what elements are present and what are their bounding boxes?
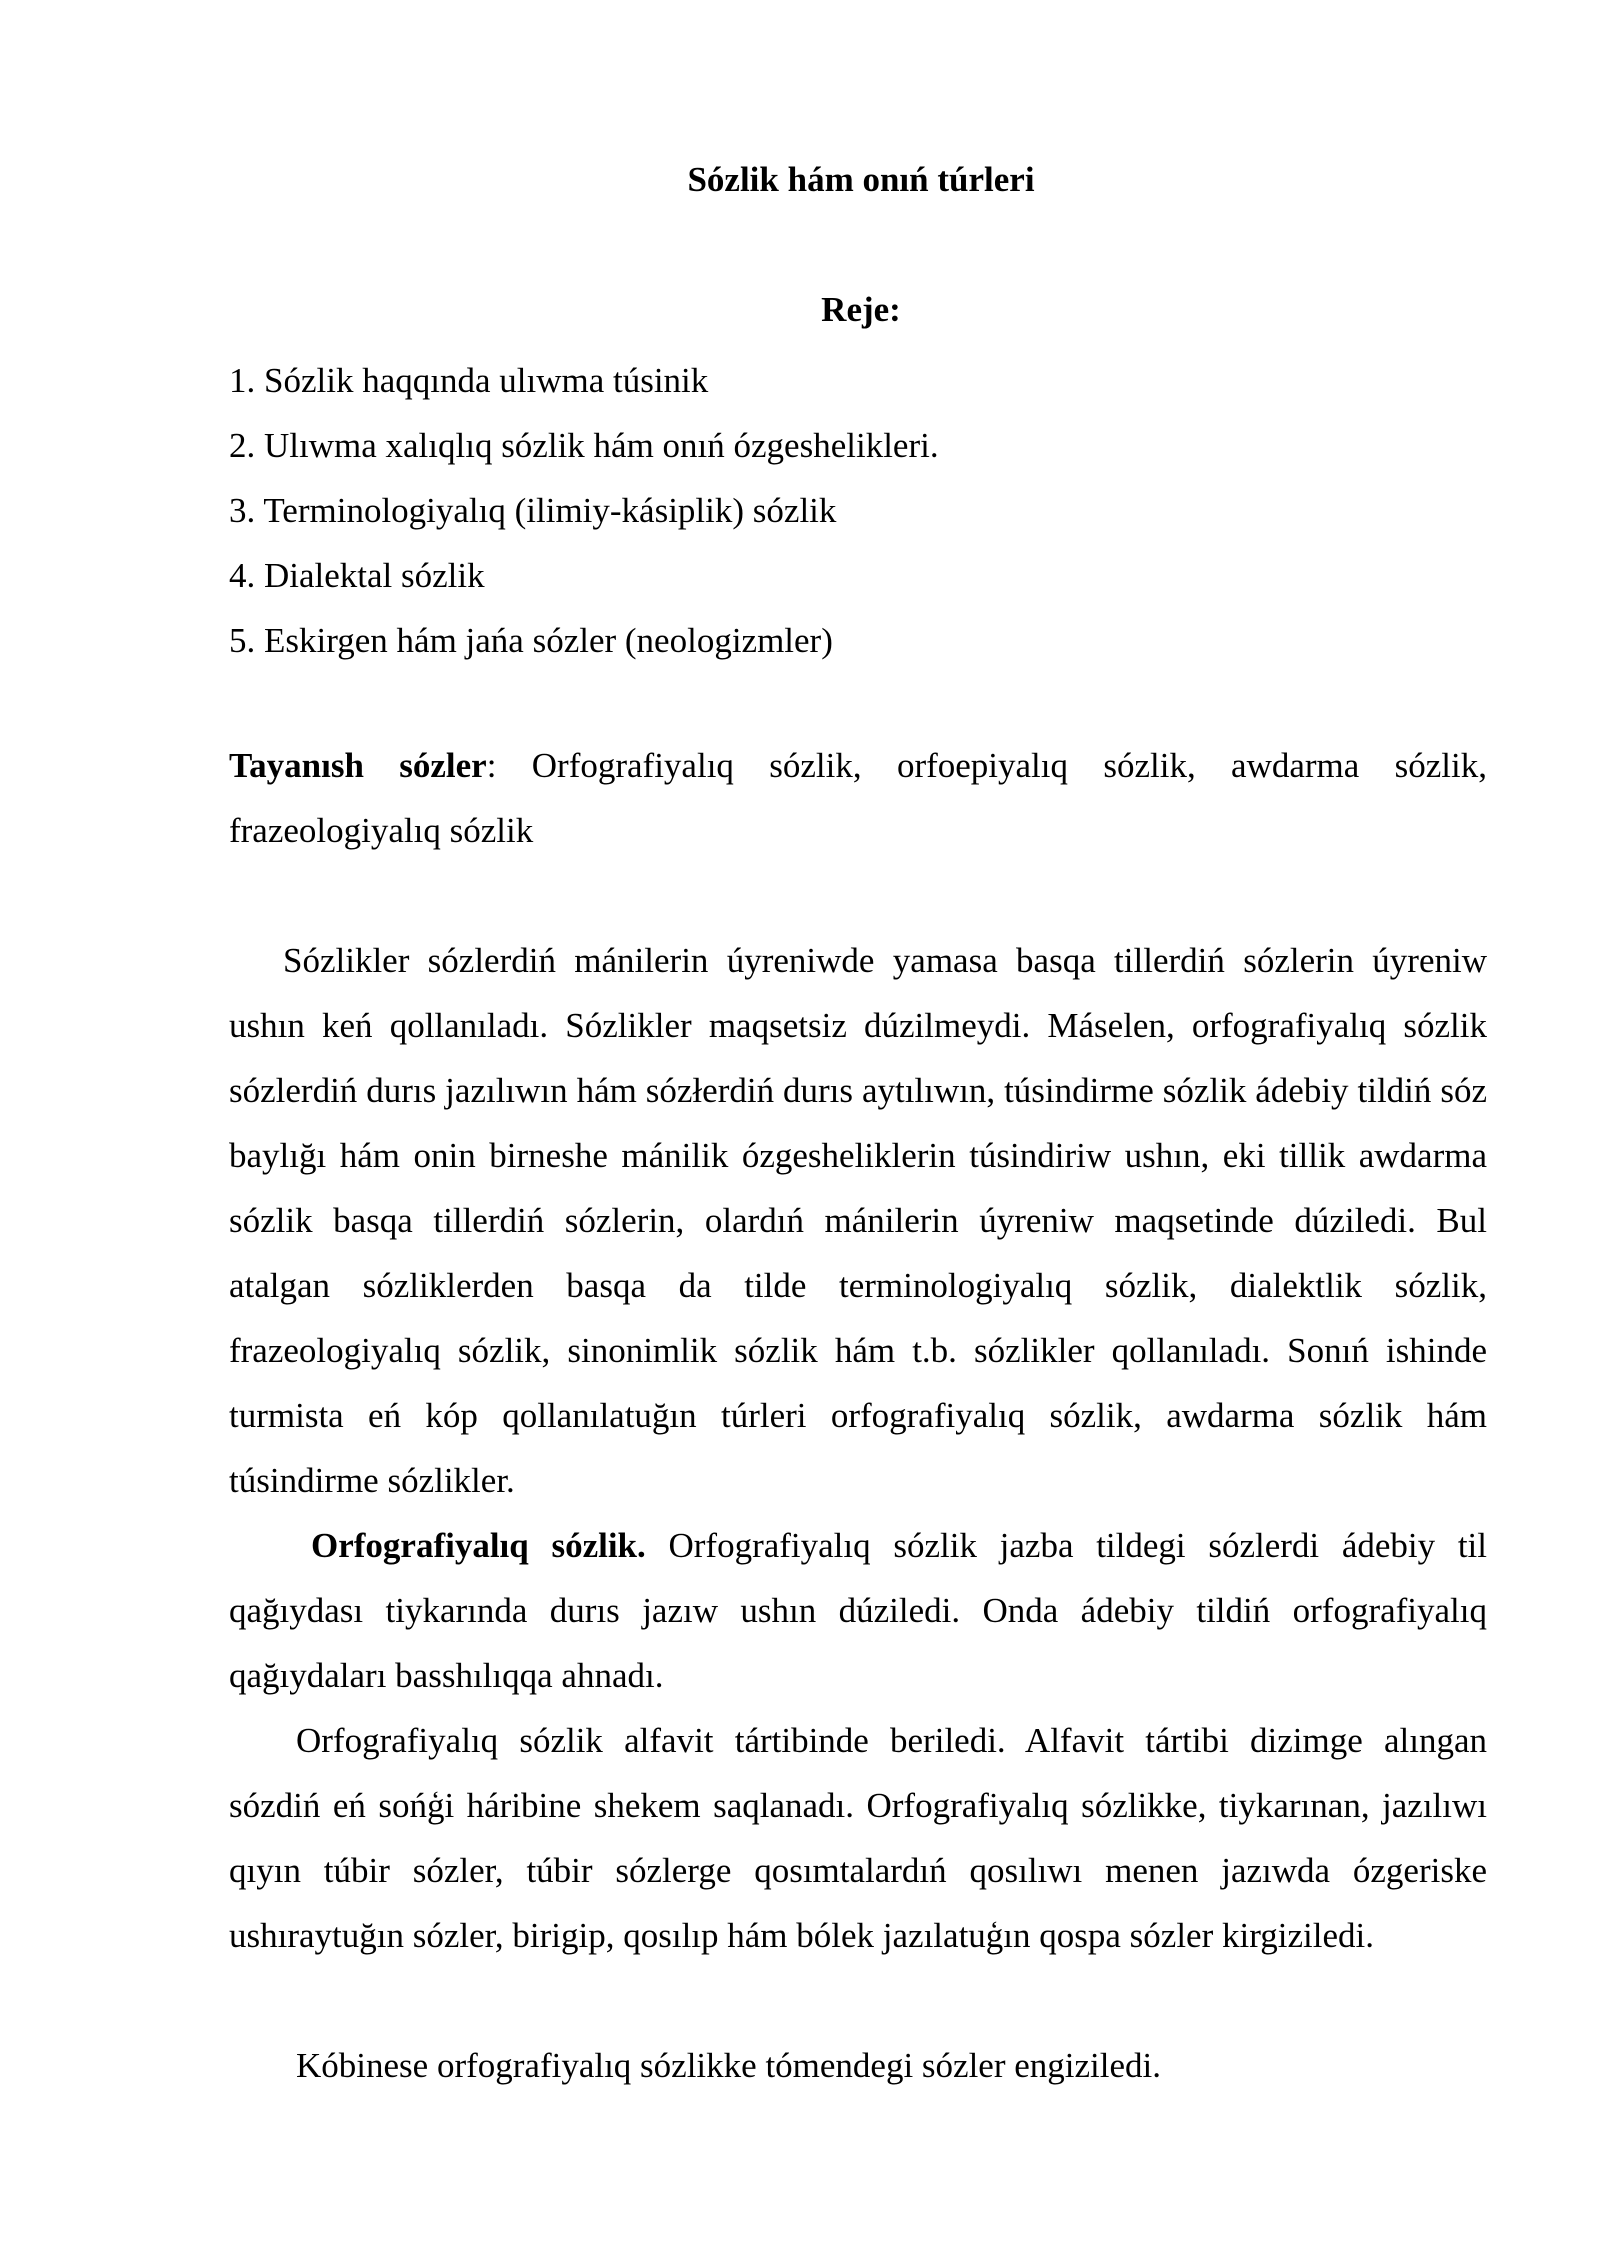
keywords-paragraph	[229, 733, 1487, 863]
plan-heading: Reje:	[821, 290, 901, 329]
plan-list	[229, 348, 939, 673]
plan-item: 3. Terminologiyalıq (ilimiy-kásiplik) sózlik	[229, 491, 837, 530]
keywords-text: Orfografiyalıq sózlik, orfoepiyalıq sózlik, awdarma sózlik, frazeologiyalıq sózlik	[229, 746, 1487, 850]
section-lead: Orfografiyalıq sózlik.	[311, 1526, 646, 1565]
keywords-label: Tayanısh sózler	[229, 746, 487, 785]
keywords-separator: :	[486, 746, 532, 785]
body-paragraph: Orfografiyalıq sózlik alfavit tártibinde beriledi. Alfavit tártibi dizimge alıngan sózdiń eń sońģi háribine shekem saqlanadı. Orfografiyalıq sózlikke, tiykarınan, jazılıwı qıyın túbir sózler, túbir sózlerge qosımtalardıń qosılıwı menen jazıwda ózgeriske ushıraytuğın sózler, birigip, qosılıp hám bólek jazılatuģın qospa sózler kirgiziledi.	[229, 1721, 1487, 1955]
plan-item: 4. Dialektal sózlik	[229, 556, 485, 595]
document-title: Sózlik hám onıń túrleri	[687, 160, 1035, 199]
plan-item: 5. Eskirgen hám jańa sózler (neologizmler)	[229, 621, 833, 660]
plan-item: 1. Sózlik haqqında ulıwma túsinik	[229, 361, 709, 400]
body-paragraph: Kóbinese orfografiyalıq sózlikke tómendegi sózler engiziledi.	[296, 2046, 1162, 2085]
paragraph-text: Orfografiyalıq sózlik jazba tildegi sózlerdi ádebiy til qağıydası tiykarında durıs jazıw ushın dúziledi. Onda ádebiy tildiń orfografiyalıq qağıydaları basshılıqqa ahnadı.	[229, 1526, 1488, 1695]
body-paragraph	[229, 1513, 1487, 1708]
body-paragraph: Sózlikler sózlerdiń mánilerin úyreniwde yamasa basqa tillerdiń sózlerin úyreniw ushın keń qollanıladı. Sózlikler maqsetsiz dúzilmeydi. Máselen, orfografiyalıq sózlik sózlerdiń durıs jazılıwın hám sózłerdiń durıs aytılıwın, túsindirme sózlik ádebiy tildiń sóz baylığı hám onin birneshe mánilik ózgesheliklerin túsindiriw ushın, eki tillik awdarma sózlik basqa tillerdiń sózlerin, olardıń mánilerin úyreniw maqsetinde dúziledi. Bul atalgan sózliklerden basqa da tilde terminologiyalıq sózlik, dialektlik sózlik, frazeologiyalıq sózlik, sinonimlik sózlik hám t.b. sózlikler qollanıladı. Sonıń ishinde turmista eń kóp qollanılatuğın túrleri orfografiyalıq sózlik, awdarma sózlik hám túsindirme sózlikler.	[229, 941, 1487, 1500]
plan-item: 2. Ulıwma xalıqlıq sózlik hám onıń ózgeshelikleri.	[229, 426, 939, 465]
